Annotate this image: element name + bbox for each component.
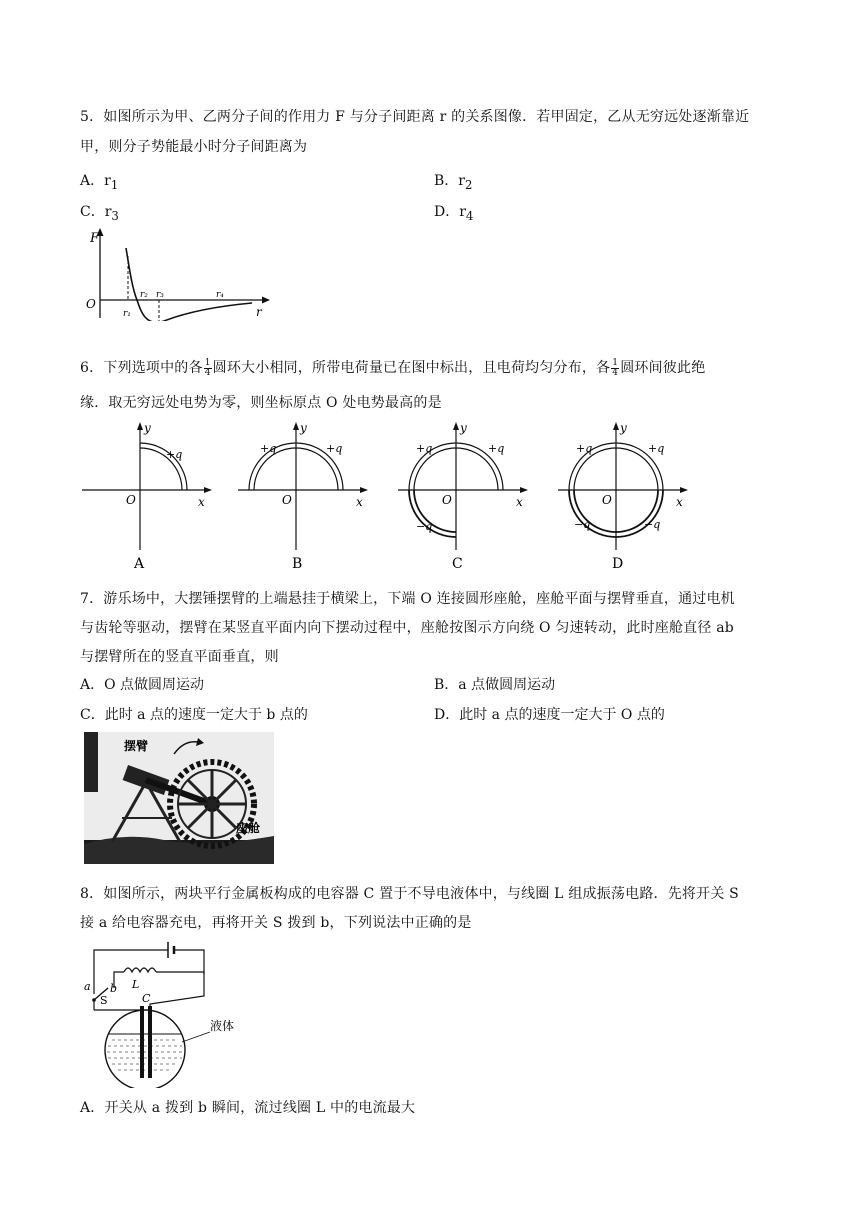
q6-fraction-2: $\frac{1}{4}$ xyxy=(612,357,619,378)
q6-b-charge-2: +q xyxy=(326,442,343,455)
q6-d-charge-3: −q xyxy=(574,518,591,531)
q5-graph-r4: r₄ xyxy=(216,290,224,300)
svg-text:y: y xyxy=(620,421,627,435)
q8-stem-line2: 接 a 给电容器充电，再将开关 S 拨到 b，下列说法中正确的是 xyxy=(80,915,472,931)
q6-stem-line2: 缘．取无穷远处电势为零，则坐标原点 O 处电势最高的是 xyxy=(80,395,442,411)
q8-circuit-diagram xyxy=(80,938,270,1088)
q5-graph-r1: r₁ xyxy=(123,309,131,319)
q7-stem-line2: 与齿轮等驱动，摆臂在某竖直平面内向下摆动过程中，座舱按图示方向绕 O 匀速转动，此时座舱直径 ab xyxy=(80,620,734,636)
q7-option-b[interactable]: B．a 点做圆周运动 xyxy=(434,677,556,693)
q5-graph-origin: O xyxy=(86,297,96,311)
q8-stem-line1: 8．如图所示，两块平行金属板构成的电容器 C 置于不导电液体中，与线圈 L 组成振荡电路．先将开关 S xyxy=(80,886,739,902)
q5-option-a[interactable]: A．$r_1$ xyxy=(80,173,119,192)
svg-text:x: x xyxy=(516,495,523,509)
q5-stem-line2: 甲，则分子势能最小时分子间距离为 xyxy=(80,139,308,155)
q8-label-l: L xyxy=(132,978,140,991)
svg-text:x: x xyxy=(676,495,683,509)
q5-stem-line1: 5．如图所示为甲、乙两分子间的作用力 F 与分子间距离 r 的关系图像．若甲固定，乙从无穷远处逐渐靠近 xyxy=(80,109,750,125)
q6-figure-c[interactable] xyxy=(396,420,536,575)
q6-c-charge-1: +q xyxy=(416,442,433,455)
q7-label-cabin: 座舱 xyxy=(236,821,261,835)
svg-text:x: x xyxy=(356,495,363,509)
q7-option-d[interactable]: D．此时 a 点的速度一定大于 O 点的 xyxy=(434,707,665,723)
svg-text:y: y xyxy=(300,421,307,435)
q8-label-b: b xyxy=(110,982,118,995)
q6-stem-line1: 6．下列选项中的各 $\frac{1}{4}$ 圆环大小相同，所带电荷量已在图中标出，且电荷均匀分布，各 $\frac{1}{4}$ 圆环间彼此绝 xyxy=(80,357,706,378)
q7-stem-line3: 与摆臂所在的竖直平面垂直，则 xyxy=(80,649,279,665)
q5-option-b[interactable]: B．$r_2$ xyxy=(434,173,473,192)
q6-fraction-1: $\frac{1}{4}$ xyxy=(204,357,211,378)
q8-label-c: C xyxy=(142,992,151,1005)
q5-graph-r3: r₃ xyxy=(156,290,164,300)
q6-d-charge-4: −q xyxy=(644,518,661,531)
svg-text:O: O xyxy=(442,493,452,507)
q5-graph-ylabel: F xyxy=(90,231,100,246)
q6-d-charge-1: +q xyxy=(576,442,593,455)
q6-c-charge-3: −q xyxy=(416,520,433,533)
q8-option-a[interactable]: A．开关从 a 拨到 b 瞬间，流过线圈 L 中的电流最大 xyxy=(80,1100,416,1116)
q5-graph-xlabel: r xyxy=(256,305,262,319)
q7-label-arm: 摆臂 xyxy=(124,739,149,753)
svg-text:y: y xyxy=(460,421,467,435)
q5-force-graph xyxy=(80,226,275,321)
svg-text:O: O xyxy=(282,493,292,507)
q5-option-d[interactable]: D．$r_4$ xyxy=(434,204,474,223)
q7-option-a[interactable]: A．O 点做圆周运动 xyxy=(80,677,205,693)
q5-graph-r2: r₂ xyxy=(140,290,148,300)
svg-text:O: O xyxy=(602,493,612,507)
q6-figure-b[interactable] xyxy=(236,420,376,575)
svg-text:y: y xyxy=(144,421,151,435)
q8-label-a: a xyxy=(84,980,91,993)
q6-figure-d-label: D xyxy=(612,556,624,572)
q6-a-charge-1: +q xyxy=(166,448,183,461)
q6-figure-a-label: A xyxy=(134,556,145,572)
svg-text:O: O xyxy=(126,493,136,507)
q6-figure-b-label: B xyxy=(292,556,303,572)
q8-label-s: S xyxy=(100,994,108,1007)
q5-option-c[interactable]: C．$r_3$ xyxy=(80,204,119,223)
q7-stem-line1: 7．游乐场中，大摆锤摆臂的上端悬挂于横梁上，下端 O 连接圆形座舱，座舱平面与摆臂垂直，通过电机 xyxy=(80,591,735,607)
q6-figure-d[interactable] xyxy=(556,420,696,575)
svg-text:x: x xyxy=(198,495,205,509)
q6-d-charge-2: +q xyxy=(648,442,665,455)
q6-figure-c-label: C xyxy=(452,556,463,572)
q7-pendulum-photo xyxy=(84,732,274,864)
q7-option-c[interactable]: C．此时 a 点的速度一定大于 b 点的 xyxy=(80,707,308,723)
q6-figure-a[interactable] xyxy=(80,420,220,575)
q8-label-liquid: 液体 xyxy=(210,1019,235,1033)
q6-b-charge-1: +q xyxy=(260,442,277,455)
q6-c-charge-2: +q xyxy=(488,442,505,455)
